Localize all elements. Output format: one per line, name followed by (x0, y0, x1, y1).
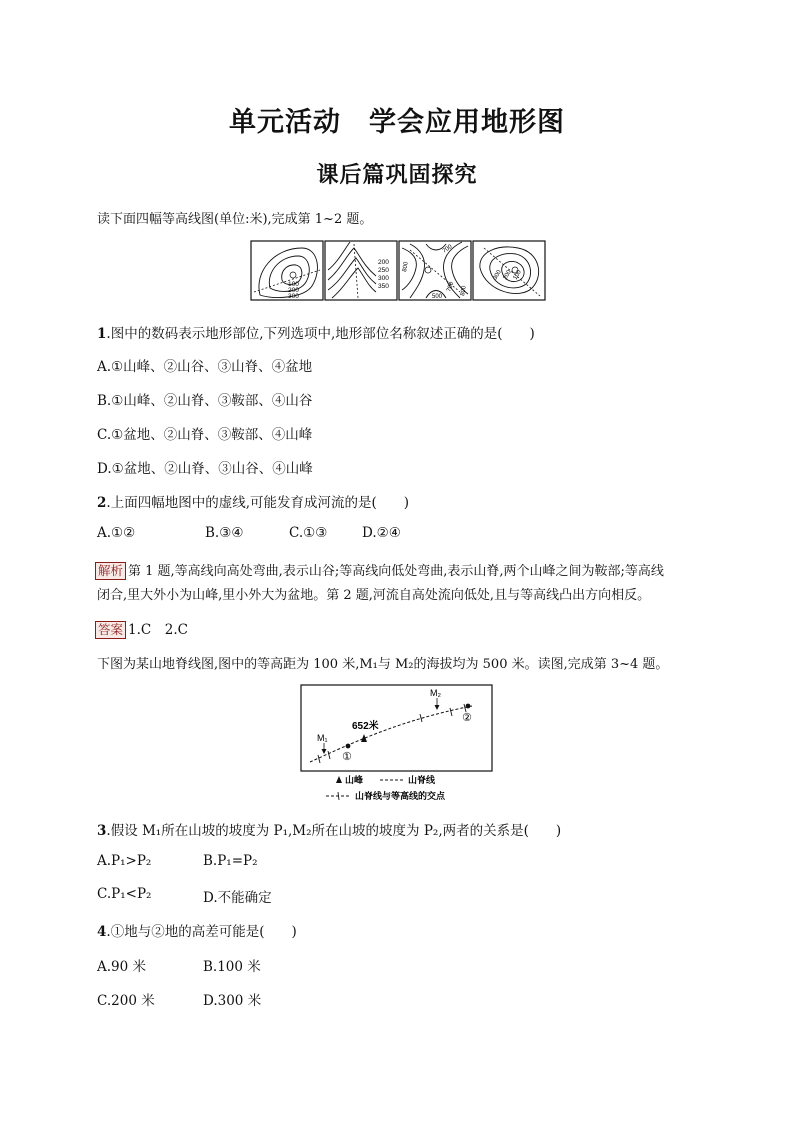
q4-option-c: C.200 米 (97, 993, 155, 1009)
q3-option-c: C.P₁<P₂ (97, 886, 152, 902)
point-1-label: ① (342, 751, 352, 763)
q1-option-b: B.①山峰、②山脊、③鞍部、④山谷 (97, 393, 313, 409)
q2-option-d: D.②④ (362, 525, 401, 541)
question-3-stem: .假设 M₁所在山坡的坡度为 P₁,M₂所在山坡的坡度为 P₂,两者的关系是( ) (106, 823, 562, 839)
page-subtitle: 课后篇巩固探究 (316, 162, 478, 188)
contour-map-4 (473, 241, 545, 300)
map3-label-700-b: 700 (446, 281, 456, 293)
m1-label: M₁ (317, 733, 328, 743)
point-2-dot (466, 704, 471, 709)
q1-option-a: A.①山峰、②山谷、③山脊、④盆地 (97, 359, 313, 375)
map4-label-200: 200 (502, 269, 513, 281)
legend-peak-icon (336, 776, 342, 783)
q4-option-d: D.300 米 (203, 993, 262, 1009)
question-4 (97, 920, 297, 940)
peak-elevation-label: 652米 (352, 721, 379, 732)
q3-option-b: B.P₁=P₂ (203, 853, 258, 869)
point-1-dot (346, 744, 351, 749)
question-3-number: 3 (97, 823, 107, 839)
contour-map-2 (325, 241, 397, 300)
q4-option-b: B.100 米 (203, 959, 261, 975)
map3-label-800: 800 (402, 261, 410, 273)
q3-option-a: A.P₁>P₂ (97, 853, 152, 869)
analysis-tag: 解析 (95, 562, 126, 580)
ridge-line (310, 706, 472, 762)
m2-label: M₂ (430, 688, 441, 698)
question-4-number: 4 (97, 924, 107, 940)
intro-q3-4: 下图为某山地脊线图,图中的等高距为 100 米,M₁与 M₂的海拔均为 500 米。读图,完成第 3~4 题。 (97, 657, 669, 672)
question-3 (97, 819, 561, 839)
q1-option-d: D.①盆地、②山脊、③山谷、④山峰 (97, 461, 313, 477)
question-2 (97, 491, 409, 511)
answer-line (95, 618, 188, 639)
map2-label-200: 200 (378, 259, 389, 266)
map1-label-100: 100 (288, 281, 299, 288)
page-title: 单元活动 学会应用地形图 (229, 107, 565, 138)
map2-label-300: 300 (378, 275, 389, 282)
q2-option-a: A.①② (97, 525, 136, 541)
map4-label-100: 100 (512, 269, 523, 281)
question-2-number: 2 (97, 495, 107, 511)
q1-option-c: C.①盆地、②山脊、③鞍部、④山峰 (97, 427, 313, 443)
map3-label-500: 500 (432, 294, 443, 300)
legend-ridge-label: 山脊线 (408, 775, 436, 785)
q2-option-b: B.③④ (205, 525, 244, 541)
q3-option-d: D.不能确定 (203, 890, 272, 906)
map1-label-300: 300 (288, 293, 299, 300)
contour-map-3 (399, 241, 471, 300)
q4-option-a: A.90 米 (97, 959, 147, 975)
contour-maps-figure (250, 240, 546, 301)
intro-q1-2: 读下面四幅等高线图(单位:米),完成第 1~2 题。 (97, 212, 373, 227)
question-2-stem: .上面四幅地图中的虚线,可能发育成河流的是( ) (106, 495, 410, 511)
map2-label-350: 350 (378, 283, 389, 290)
contour-map-1 (251, 241, 323, 300)
map3-label-700: 700 (441, 243, 454, 255)
question-1-number: 1 (97, 326, 107, 342)
map2-label-250: 250 (378, 267, 389, 274)
map3-label-800-b: 800 (460, 285, 468, 297)
map1-label-200: 200 (288, 287, 299, 294)
analysis-line-1: 解析 第 1 题,等高线向高处弯曲,表示山谷;等高线向低处弯曲,表示山脊,两个山峰之间为鞍部;等高线 (95, 560, 664, 580)
ridge-line-figure (300, 684, 495, 806)
legend-cross-label: 山脊线与等高线的交点 (355, 791, 446, 801)
q2-option-c: C.①③ (289, 525, 328, 541)
legend-peak-label: 山峰 (345, 775, 364, 785)
question-1 (97, 322, 535, 342)
answer-text: 1.C 2.C (128, 622, 188, 638)
question-4-stem: .①地与②地的高差可能是( ) (106, 924, 297, 940)
map4-label-300: 300 (492, 269, 503, 281)
point-2-label: ② (462, 712, 472, 724)
analysis-line-2: 闭合,里大外小为山峰,里小外大为盆地。第 2 题,河流自高处流向低处,且与等高线凸出方向相反。 (97, 588, 651, 603)
question-1-stem: .图中的数码表示地形部位,下列选项中,地形部位名称叙述正确的是( ) (106, 326, 535, 342)
answer-tag: 答案 (95, 621, 126, 639)
